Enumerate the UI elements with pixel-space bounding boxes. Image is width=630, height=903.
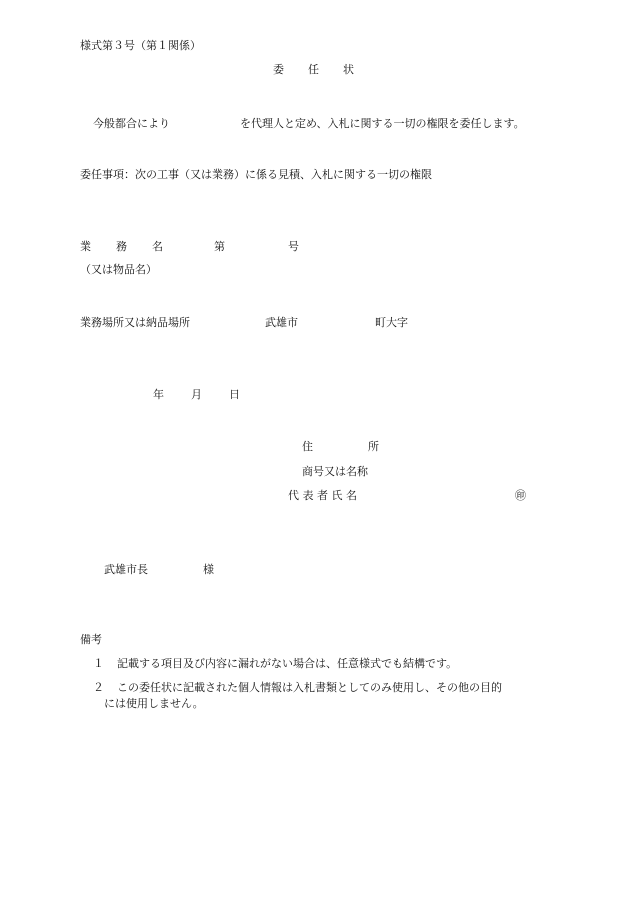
addressee-name: 武雄市長 bbox=[104, 563, 148, 576]
notes-heading: 備考 bbox=[80, 633, 102, 646]
title-char-3: 状 bbox=[343, 63, 354, 76]
title-char-2: 任 bbox=[308, 63, 319, 76]
addressee-honorific: 様 bbox=[203, 563, 214, 576]
business-number-suffix: 号 bbox=[288, 240, 299, 253]
note-text-1: 記載する項目及び内容に漏れがない場合は、任意様式でも結構です。 bbox=[117, 657, 458, 670]
seal-mark: ㊞ bbox=[515, 489, 526, 502]
business-number-prefix: 第 bbox=[214, 240, 225, 253]
address-char-1: 住 bbox=[302, 440, 313, 453]
location-town: 町大字 bbox=[375, 316, 408, 329]
representative-name-label: 代 表 者 氏 名 bbox=[288, 489, 357, 502]
business-name-char-2: 務 bbox=[116, 240, 127, 253]
note-text-2-continued: には使用しません。 bbox=[104, 697, 204, 710]
title-char-1: 委 bbox=[273, 63, 284, 76]
note-number-2: ２ bbox=[93, 681, 104, 694]
business-name-char-1: 業 bbox=[80, 240, 91, 253]
company-name-label: 商号又は名称 bbox=[302, 465, 368, 478]
intro-after: を代理人と定め、入札に関する一切の権限を委任します。 bbox=[240, 117, 525, 130]
business-name-char-3: 名 bbox=[152, 240, 163, 253]
form-number: 様式第３号（第１関係） bbox=[80, 39, 201, 52]
date-year: 年 bbox=[153, 388, 164, 401]
note-number-1: １ bbox=[93, 657, 104, 670]
date-month: 月 bbox=[191, 388, 202, 401]
business-name-sub: （又は物品名） bbox=[80, 263, 157, 276]
location-city: 武雄市 bbox=[265, 316, 298, 329]
date-day: 日 bbox=[229, 388, 240, 401]
intro-before: 今般都合により bbox=[93, 117, 170, 130]
note-text-2: この委任状に記載された個人情報は入札書類としてのみ使用し、その他の目的 bbox=[117, 681, 502, 694]
delegation-scope: 委任事項：次の工事（又は業務）に係る見積、入札に関する一切の権限 bbox=[80, 168, 432, 181]
location-label: 業務場所又は納品場所 bbox=[80, 316, 190, 329]
address-char-2: 所 bbox=[368, 440, 379, 453]
